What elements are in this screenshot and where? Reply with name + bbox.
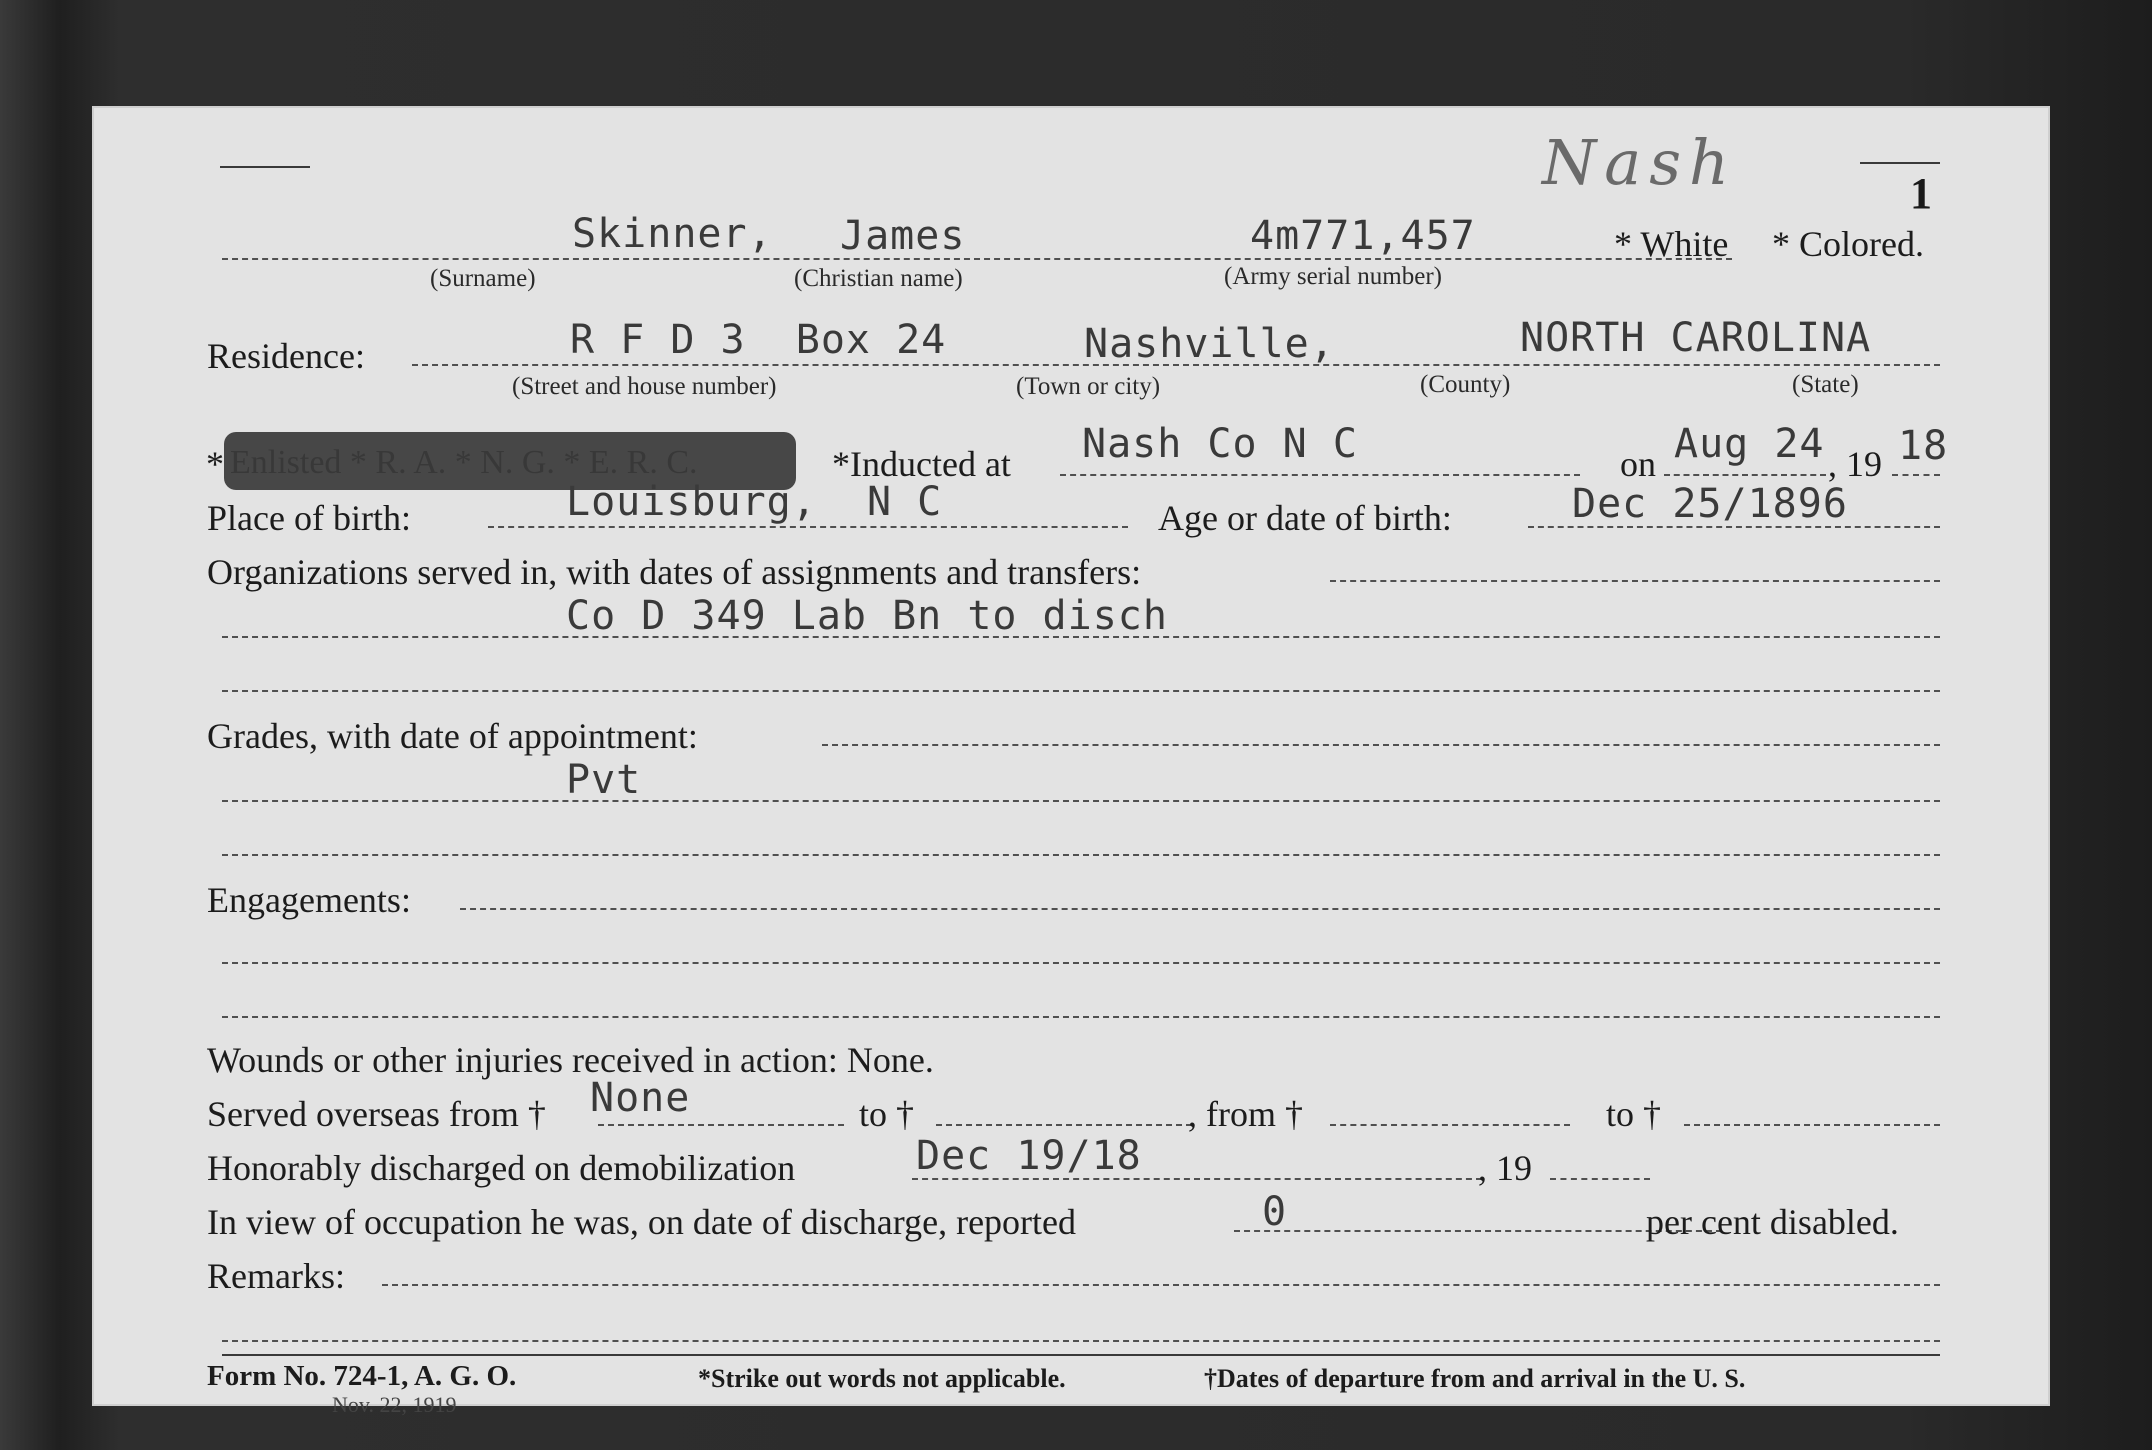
organizations-line-3 (222, 690, 1940, 692)
christian-name-value: James (840, 213, 966, 259)
overseas-to2-label: to † (1606, 1094, 1662, 1134)
engagements-line-2 (222, 962, 1940, 964)
year-prefix: , 19 (1828, 444, 1882, 484)
state-label: (State) (1792, 371, 1859, 398)
colored-option: * Colored. (1772, 224, 1924, 264)
surname-label: (Surname) (430, 265, 536, 292)
on-label: on (1620, 444, 1656, 484)
handwritten-county-note: Nash (1542, 126, 1737, 199)
serial-number-value: 4m771,457 (1250, 213, 1476, 259)
overseas-from2-label: , from † (1188, 1094, 1303, 1134)
top-right-rule (1860, 162, 1940, 164)
dates-note: †Dates of departure from and arrival in the U. S. (1204, 1364, 1746, 1393)
top-left-rule (220, 166, 310, 168)
organizations-line-1 (1330, 580, 1940, 582)
town-label: (Town or city) (1016, 373, 1161, 400)
induction-year-line (1892, 474, 1940, 476)
discharge-year-label: , 19 (1478, 1148, 1532, 1188)
organizations-label: Organizations served in, with dates of assignments and transfers: (207, 552, 1142, 592)
organizations-value: Co D 349 Lab Bn to disch (566, 593, 1168, 639)
white-option: * White (1614, 224, 1729, 264)
strike-star: * (206, 444, 224, 484)
remarks-label: Remarks: (207, 1256, 345, 1296)
overseas-from-value: None (590, 1075, 691, 1121)
serial-number-label: (Army serial number) (1224, 263, 1442, 290)
county-label: (County) (1420, 371, 1511, 398)
remarks-line-2 (222, 1340, 1940, 1342)
birth-place-label: Place of birth: (207, 498, 411, 538)
surname-value: Skinner, (572, 211, 773, 257)
birth-place-line (488, 526, 1128, 528)
disability-label: In view of occupation he was, on date of discharge, reported (207, 1202, 1077, 1242)
induction-date-value: Aug 24 (1674, 421, 1825, 467)
birth-date-value: Dec 25/1896 (1572, 481, 1848, 527)
engagements-line-3 (222, 1016, 1940, 1018)
overseas-from2-line (1330, 1124, 1570, 1126)
grades-line-1 (822, 744, 1940, 746)
disability-suffix: per cent disabled. (1646, 1202, 1899, 1242)
engagements-line-1 (460, 908, 1940, 910)
grades-label: Grades, with date of appointment: (207, 716, 698, 756)
name-line (222, 258, 1732, 260)
form-number: Form No. 724-1, A. G. O. (207, 1360, 517, 1392)
grades-line-2 (222, 800, 1940, 802)
overseas-to-line (936, 1124, 1192, 1126)
card-number: 1 (1910, 169, 1932, 218)
inducted-place-value: Nash Co N C (1082, 421, 1358, 467)
inducted-line (1060, 474, 1580, 476)
induction-year-value: 18 (1898, 423, 1949, 469)
town-value: Nashville, (1084, 321, 1335, 367)
form-date: Nov. 22, 1919 (332, 1392, 457, 1417)
birth-place-value: Louisburg, N C (566, 479, 943, 525)
induction-date-line (1664, 474, 1826, 476)
christian-name-label: (Christian name) (794, 265, 963, 292)
remarks-line-1 (382, 1284, 1940, 1286)
street-label: (Street and house number) (512, 373, 777, 400)
residence-label: Residence: (207, 336, 365, 376)
grades-line-3 (222, 854, 1940, 856)
street-value: R F D 3 Box 24 (570, 317, 947, 363)
service-record-card (92, 106, 2050, 1417)
overseas-to-label: to † (859, 1094, 915, 1134)
overseas-to2-line (1684, 1124, 1940, 1126)
wounds-label: Wounds or other injuries received in action: None. (207, 1040, 934, 1080)
footer-rule (222, 1354, 1940, 1356)
discharge-year-line (1550, 1178, 1650, 1180)
state-value: NORTH CAROLINA (1520, 315, 1872, 361)
discharge-label: Honorably discharged on demobilization (207, 1148, 796, 1188)
birth-date-label: Age or date of birth: (1158, 498, 1452, 538)
engagements-label: Engagements: (207, 880, 411, 920)
disability-value: 0 (1262, 1189, 1288, 1235)
grades-value: Pvt (566, 757, 642, 803)
inducted-label: *Inducted at (832, 444, 1011, 484)
overseas-from-line (598, 1124, 844, 1126)
overseas-label: Served overseas from † (207, 1094, 546, 1134)
strike-note: *Strike out words not applicable. (698, 1364, 1066, 1393)
discharge-value: Dec 19/18 (916, 1133, 1142, 1179)
